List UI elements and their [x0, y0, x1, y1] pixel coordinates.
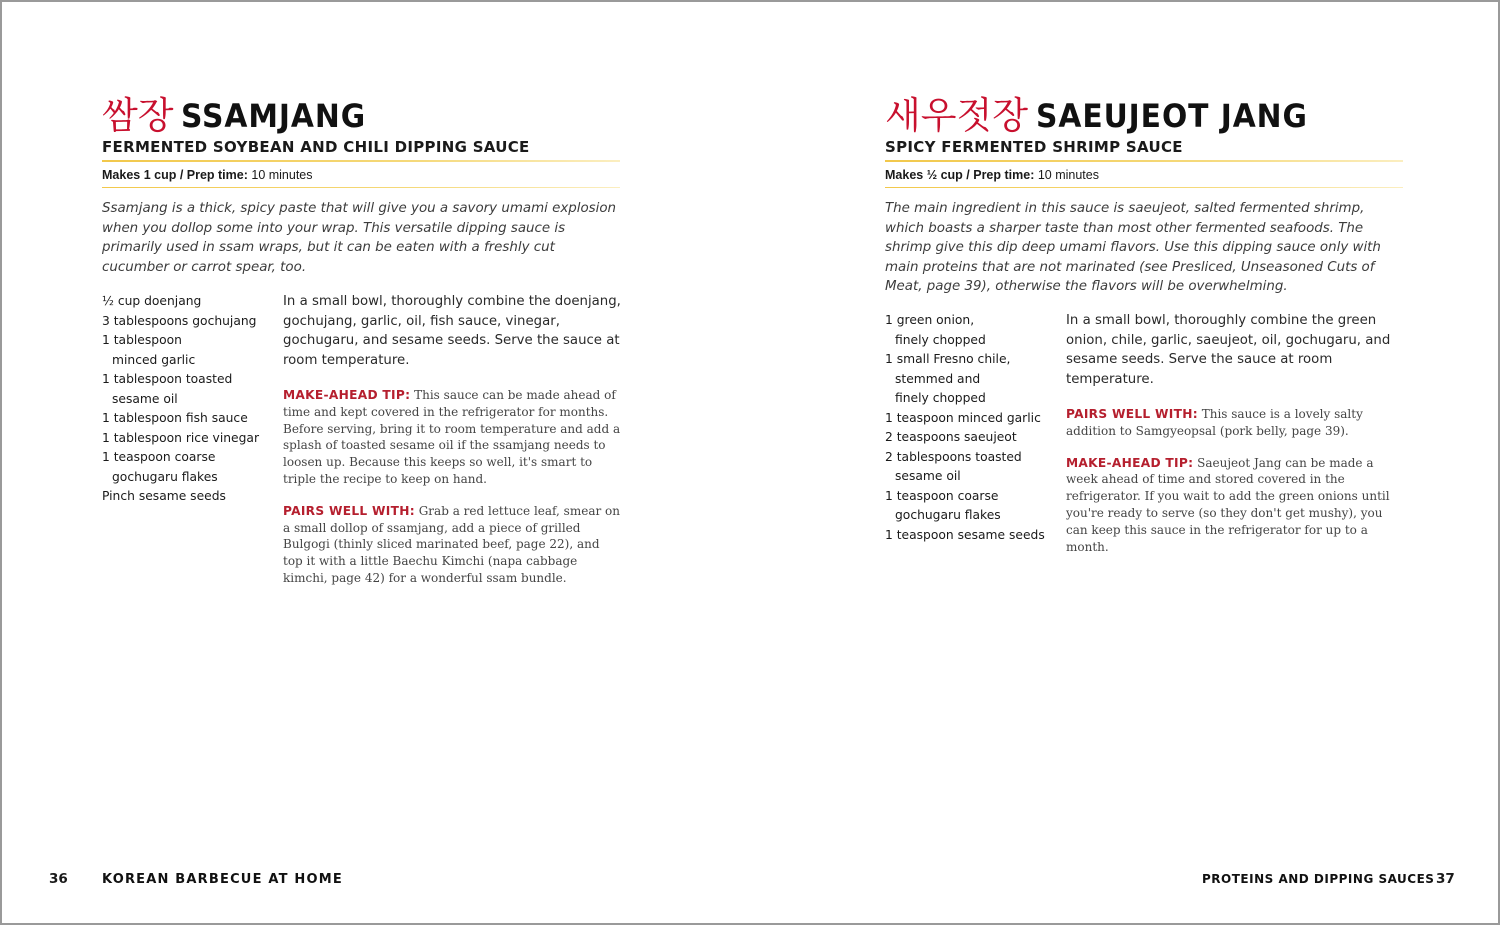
page-number-right: 37: [1436, 871, 1455, 887]
page-number-left: 36: [49, 871, 68, 887]
ingredient-item: Pinch sesame seeds: [102, 489, 226, 503]
ingredient-item: 2 tablespoons toasted sesame oil: [885, 449, 1022, 483]
korean-title: 쌈장: [102, 94, 174, 137]
yield-label: Makes 1 cup / Prep time:: [102, 168, 248, 182]
ingredient-list: [102, 292, 277, 507]
intro-paragraph: The main ingredient in this sauce is saeujeot, salted fermented shrimp, which boasts a sharper taste than most other fermented seafoods. The shrimp give this dip deep umami flavors. Use this dipping sauce only with main proteins that are not marinated (see Presliced, Unseasoned Cuts of Meat, page 39), otherwise the flavors will be overwhelming.: [885, 201, 1381, 295]
divider: [885, 187, 1403, 188]
make-ahead-tip: MAKE-AHEAD TIP: Saeujeot Jang can be made a week ahead of time and stored covered in the refrigerator. If you wait to add the green onions until you're ready to serve (so they don't get mushy), you can keep this sauce in the refrigerator for up to a month.: [1066, 455, 1390, 554]
left-page: [102, 2, 620, 923]
recipe-title: [102, 94, 380, 138]
yield-line: [885, 168, 1099, 182]
ingredient-item: ½ cup doenjang: [102, 294, 202, 308]
method-column: [283, 292, 623, 602]
ingredient-item: 1 tablespoon fish sauce: [102, 411, 248, 425]
recipe-title: [885, 94, 1328, 138]
right-page: [885, 2, 1403, 923]
yield-label: Makes ½ cup / Prep time:: [885, 168, 1035, 182]
divider: [885, 160, 1403, 162]
method-text: In a small bowl, thoroughly combine the doenjang, gochujang, garlic, oil, fish sauce, vinegar, gochugaru, and sesame seeds. Serve the sauce at room temperature.: [283, 294, 621, 368]
latin-title: SSAMJANG: [181, 97, 367, 135]
ingredient-item: 1 green onion, finely chopped: [885, 313, 986, 347]
ingredient-item: 2 teaspoons saeujeot: [885, 430, 1017, 444]
running-head-left: KOREAN BARBECUE AT HOME: [102, 872, 343, 887]
intro-paragraph: Ssamjang is a thick, spicy paste that will give you a savory umami explosion when you dollop some into your wrap. This versatile dipping sauce is primarily used in ssam wraps, but it can be eaten with a freshly cut cucumber or carrot spear, too.: [102, 201, 617, 275]
ingredient-item: 3 tablespoons gochujang: [102, 313, 257, 328]
yield-line: [102, 168, 313, 182]
pairs-well-with: PAIRS WELL WITH: Grab a red lettuce leaf, smear on a small dollop of ssamjang, add a piece of grilled Bulgogi (thinly sliced marinated beef, page 22), and top it with a little Baechu Kimchi (napa cabbage kimchi, page 42) for a wonderful ssam bundle.: [283, 503, 620, 585]
pairs-well-with: PAIRS WELL WITH: This sauce is a lovely salty addition to Samgyeopsal (pork belly, page 39).: [1066, 407, 1363, 438]
ingredient-item: 1 teaspoon sesame seeds: [885, 527, 1045, 542]
prep-time: 10 minutes: [1034, 168, 1099, 182]
ingredient-item: 1 tablespoon minced garlic: [102, 333, 196, 367]
latin-title: SAEUJEOT JANG: [1035, 97, 1308, 135]
recipe-subtitle: FERMENTED SOYBEAN AND CHILI DIPPING SAUCE: [102, 138, 530, 156]
ingredient-item: 1 teaspoon minced garlic: [885, 410, 1041, 425]
ingredient-item: 1 tablespoon toasted sesame oil: [102, 372, 233, 406]
ingredient-item: 1 small Fresno chile, stemmed and finely chopped: [885, 352, 1011, 405]
divider: [102, 160, 620, 162]
ingredient-item: 1 tablespoon rice vinegar: [102, 430, 259, 445]
recipe-subtitle: SPICY FERMENTED SHRIMP SAUCE: [885, 138, 1183, 156]
divider: [102, 187, 620, 188]
korean-title: 새우젓장: [885, 94, 1028, 137]
make-ahead-tip: MAKE-AHEAD TIP: This sauce can be made ahead of time and kept covered in the refrigerator for months. Before serving, bring it to room temperature and add a splash of toasted sesame oil if the ssamjang needs to loosen up. Because this keeps so well, it's smart to triple the recipe to keep on hand.: [283, 388, 621, 486]
prep-time: 10 minutes: [247, 168, 313, 182]
method-column: [1066, 311, 1406, 570]
ingredient-item: 1 teaspoon coarse gochugaru flakes: [885, 488, 1001, 522]
ingredient-item: 1 teaspoon coarse gochugaru flakes: [102, 450, 218, 484]
running-head-right: PROTEINS AND DIPPING SAUCES: [1202, 872, 1435, 886]
ingredient-list: [885, 311, 1060, 545]
method-text: In a small bowl, thoroughly combine the green onion, chile, garlic, saeujeot, oil, gochugaru, and sesame seeds. Serve the sauce at room temperature.: [1066, 313, 1391, 387]
